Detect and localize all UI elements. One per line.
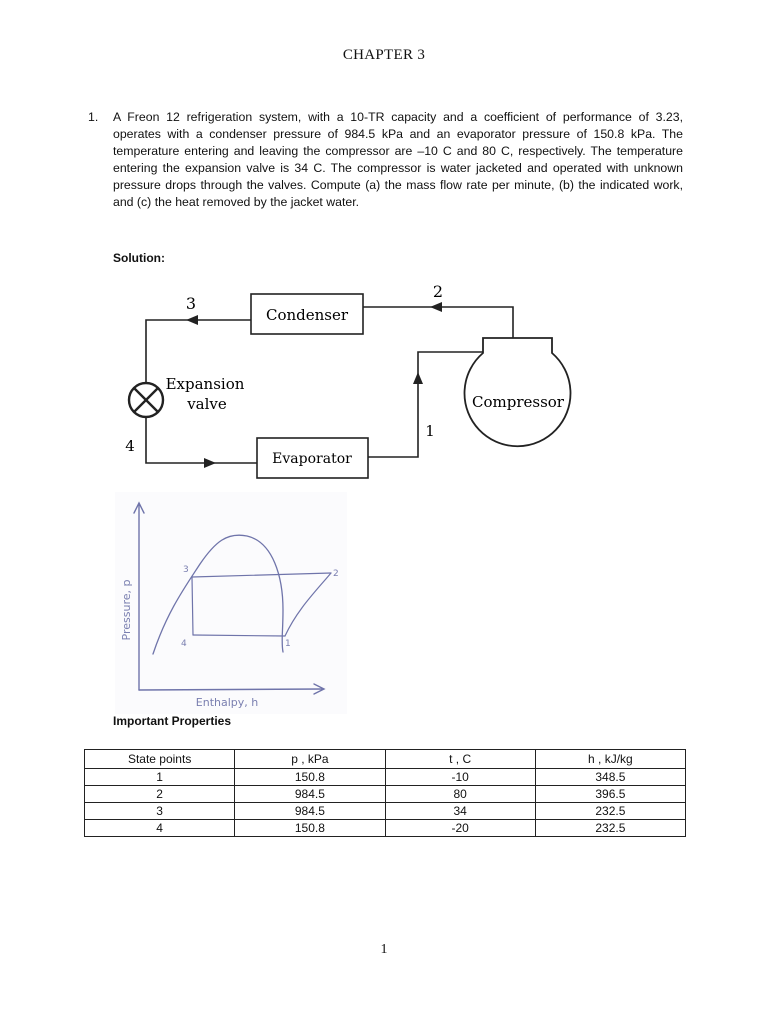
solution-label: Solution:	[113, 251, 165, 265]
state-point-3-label: 3	[185, 294, 197, 313]
ph-point-3: 3	[183, 565, 189, 575]
ph-line-2-3	[192, 573, 331, 577]
table-cell: -10	[385, 769, 535, 786]
chapter-heading: CHAPTER 3	[342, 47, 426, 63]
table-row	[85, 769, 686, 786]
arrow-evaporator-in-icon	[204, 458, 216, 468]
table-row	[85, 803, 686, 820]
ph-line-3-4	[192, 577, 193, 635]
ph-point-4: 4	[181, 639, 187, 649]
table-cell: 232.5	[535, 803, 685, 820]
header-enthalpy: h , kJ/kg	[535, 750, 685, 769]
arrow-condenser-out-icon	[186, 315, 198, 325]
table-cell: 3	[85, 803, 235, 820]
header-pressure: p , kPa	[235, 750, 385, 769]
properties-table	[84, 749, 686, 837]
table-header-row	[85, 750, 686, 769]
problem-text: A Freon 12 refrigeration system, with a 10-TR capacity and a coefficient of performance of 3.23, operates with a condenser pressure of 984.5 kPa and an evaporator pressure of 150.8 kPa. The temperature entering and leaving the compressor are –10 C and 80 C, respectively. The temperature entering the expansion valve is 34 C. The compressor is water jacketed and operated with unknown pressure drops through the valves. Compute (a) the mass flow rate per minute, (b) the indicated work, and (c) the heat removed by the jacket water.	[113, 110, 683, 209]
table-cell: 2	[85, 786, 235, 803]
compressor-label: Compressor	[472, 393, 564, 411]
problem-statement	[88, 109, 683, 211]
ph-y-label: Pressure, p	[120, 579, 133, 641]
expansion-label-line1: Expansion	[165, 375, 245, 393]
header-temperature: t , C	[385, 750, 535, 769]
state-point-4-label: 4	[125, 437, 135, 455]
ph-point-2: 2	[333, 569, 339, 579]
page-number: 1	[380, 942, 388, 957]
expansion-valve-icon	[129, 383, 163, 417]
ph-x-axis	[139, 689, 323, 690]
ph-line-4-1	[193, 635, 285, 636]
table-row	[85, 786, 686, 803]
table-cell: 232.5	[535, 820, 685, 837]
table-cell: 1	[85, 769, 235, 786]
table-cell: -20	[385, 820, 535, 837]
condenser-label: Condenser	[265, 306, 349, 324]
refrigeration-cycle-diagram	[100, 280, 580, 490]
important-properties-label: Important Properties	[113, 714, 232, 728]
table-cell: 396.5	[535, 786, 685, 803]
table-cell: 34	[385, 803, 535, 820]
table-row	[85, 820, 686, 837]
table-cell: 80	[385, 786, 535, 803]
table-cell: 4	[85, 820, 235, 837]
table-cell: 150.8	[235, 820, 385, 837]
table-cell: 348.5	[535, 769, 685, 786]
ph-diagram-sketch	[115, 492, 347, 714]
arrow-compressor-in-icon	[413, 372, 423, 384]
arrow-top-icon	[430, 302, 442, 312]
line-compressor-condenser	[363, 307, 513, 338]
evaporator-label: Evaporator	[272, 451, 352, 467]
ph-point-1: 1	[285, 639, 291, 649]
problem-number: 1.	[88, 110, 99, 124]
header-state-points: State points	[85, 750, 235, 769]
state-point-1-label: 1	[425, 422, 435, 440]
table-cell: 984.5	[235, 803, 385, 820]
line-condenser-valve	[146, 320, 251, 383]
table-cell: 150.8	[235, 769, 385, 786]
expansion-label-line2: valve	[187, 395, 227, 413]
state-point-2-label: 2	[432, 282, 444, 301]
table-cell: 984.5	[235, 786, 385, 803]
ph-x-label: Enthalpy, h	[195, 696, 259, 709]
ph-line-1-2	[285, 573, 331, 636]
line-valve-evaporator	[146, 417, 257, 463]
